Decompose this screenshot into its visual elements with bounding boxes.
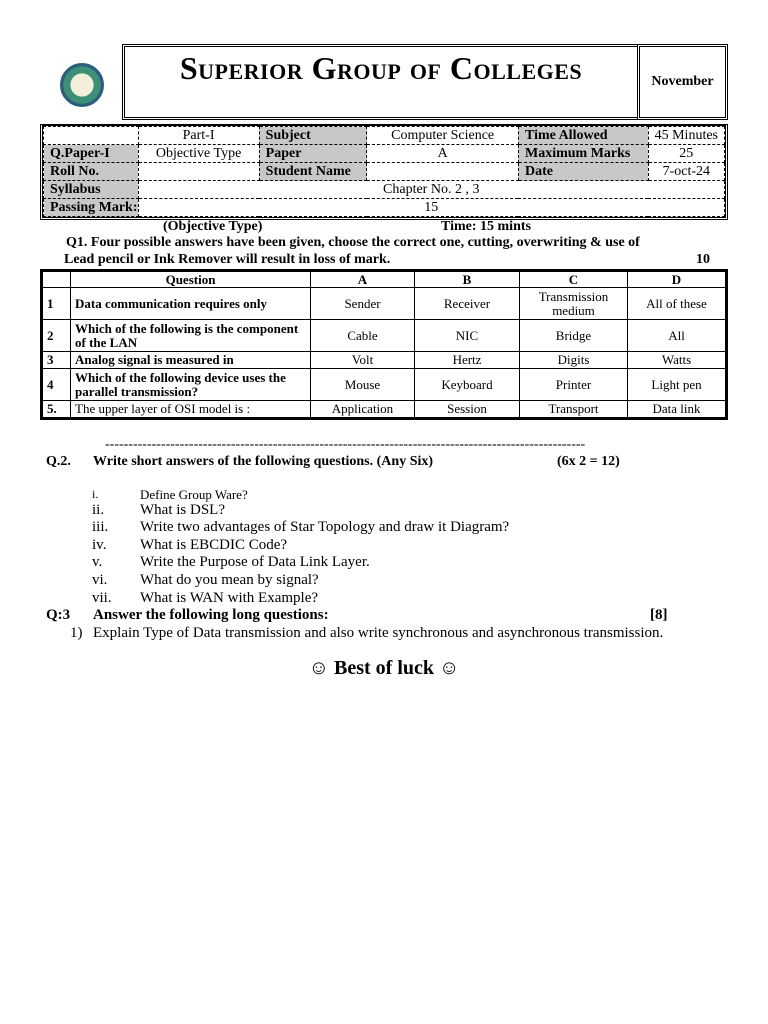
option-d: All of these: [628, 288, 726, 320]
question-text: Data communication requires only: [71, 288, 311, 320]
paper-label: Paper: [259, 145, 367, 163]
mcq-table: [40, 269, 728, 420]
list-item: What is DSL?: [140, 502, 225, 518]
list-item: Write two advantages of Star Topology and draw it Diagram?: [140, 519, 510, 535]
option-b: Hertz: [415, 352, 520, 369]
table-row: [43, 320, 726, 352]
option-d: Watts: [628, 352, 726, 369]
exam-month: November: [637, 44, 728, 120]
syllabus-value: Chapter No. 2 , 3: [138, 181, 725, 199]
date-label: Date: [518, 163, 648, 181]
question-number: 5.: [43, 401, 71, 418]
question-number: 3: [43, 352, 71, 369]
list-item: What is EBCDIC Code?: [140, 537, 288, 553]
header-option-c: C: [520, 272, 628, 288]
student-name-label: Student Name: [259, 163, 367, 181]
objective-type-label: (Objective Type): [163, 219, 263, 234]
list-item-number: iii.: [92, 519, 109, 535]
date-value: 7-oct-24: [648, 163, 724, 181]
list-item-number: v.: [92, 554, 103, 570]
option-b: Session: [415, 401, 520, 418]
question-text: Which of the following is the component of the LAN: [71, 320, 311, 352]
paper-info-grid: [40, 124, 728, 220]
max-marks-label: Maximum Marks: [518, 145, 648, 163]
option-b: NIC: [415, 320, 520, 352]
option-c: Printer: [520, 369, 628, 401]
time-allowed-value: 45 Minutes: [648, 127, 724, 145]
header-option-a: A: [311, 272, 415, 288]
question-number: 1: [43, 288, 71, 320]
table-row: [43, 352, 726, 369]
q3-instruction: Answer the following long questions:: [93, 607, 329, 623]
part-value: Part-I: [138, 127, 259, 145]
option-d: All: [628, 320, 726, 352]
option-b: Keyboard: [415, 369, 520, 401]
option-a: Mouse: [311, 369, 415, 401]
objective-time-label: Time: 15 mints: [441, 219, 531, 234]
option-d: Light pen: [628, 369, 726, 401]
q3-item-text: Explain Type of Data transmission and also write synchronous and asynchronous transmission.: [93, 625, 664, 641]
question-text: Which of the following device uses the parallel transmission?: [71, 369, 311, 401]
list-item-number: vii.: [92, 590, 112, 606]
list-item: Write the Purpose of Data Link Layer.: [140, 554, 370, 570]
option-c: Bridge: [520, 320, 628, 352]
college-title: Superior Group of Colleges: [122, 44, 637, 120]
option-a: Volt: [311, 352, 415, 369]
q1-instruction-line2: Lead pencil or Ink Remover will result in loss of mark.: [64, 252, 391, 267]
roll-no-field[interactable]: [138, 163, 259, 181]
q2-number: Q.2.: [46, 454, 71, 469]
max-marks-value: 25: [648, 145, 724, 163]
list-item: Define Group Ware?: [140, 487, 248, 502]
header-option-b: B: [415, 272, 520, 288]
q3-number: Q:3: [46, 607, 71, 623]
header-question: Question: [71, 272, 311, 288]
question-number: 4: [43, 369, 71, 401]
qpaper-label: Q.Paper-I: [44, 145, 139, 163]
q3-item-number: 1): [70, 625, 83, 641]
college-seal-logo: [60, 63, 104, 107]
table-row: [43, 369, 726, 401]
option-a: Cable: [311, 320, 415, 352]
q2-marks: (6x 2 = 12): [557, 454, 620, 469]
q2-instruction: Write short answers of the following questions. (Any Six): [93, 454, 434, 469]
time-allowed-label: Time Allowed: [518, 127, 648, 145]
header-option-d: D: [628, 272, 726, 288]
section-divider: -------------------------------------------------------------------------------------------------------: [105, 437, 586, 452]
q1-instruction-line1: Q1. Four possible answers have been given, choose the correct one, cutting, overwriting & use of: [66, 235, 640, 250]
list-item: What is WAN with Example?: [140, 590, 319, 606]
subject-label: Subject: [259, 127, 367, 145]
best-of-luck-message: ☺ Best of luck ☺: [308, 657, 460, 679]
option-c: Digits: [520, 352, 628, 369]
question-text: Analog signal is measured in: [71, 352, 311, 369]
q1-marks: 10: [696, 252, 710, 267]
student-name-field[interactable]: [367, 163, 519, 181]
list-item: What do you mean by signal?: [140, 572, 319, 588]
blank-cell: [44, 127, 139, 145]
passing-mark-label: Passing Mark:: [44, 199, 139, 217]
option-b: Receiver: [415, 288, 520, 320]
table-row: [43, 401, 726, 418]
question-number: 2: [43, 320, 71, 352]
list-item-number: ii.: [92, 502, 105, 518]
option-d: Data link: [628, 401, 726, 418]
table-row: [43, 288, 726, 320]
mcq-header-row: [43, 272, 726, 288]
syllabus-label: Syllabus: [44, 181, 139, 199]
passing-mark-value: 15: [138, 199, 725, 217]
list-item-number: iv.: [92, 537, 107, 553]
question-text: The upper layer of OSI model is :: [71, 401, 311, 418]
subject-value: Computer Science: [367, 127, 519, 145]
paper-value: A: [367, 145, 519, 163]
qpaper-value: Objective Type: [138, 145, 259, 163]
header-num-cell: [43, 272, 71, 288]
option-c: Transport: [520, 401, 628, 418]
roll-no-label: Roll No.: [44, 163, 139, 181]
option-a: Sender: [311, 288, 415, 320]
option-a: Application: [311, 401, 415, 418]
q3-marks: [8]: [650, 607, 668, 623]
option-c: Transmission medium: [520, 288, 628, 320]
list-item-number: i.: [92, 487, 99, 501]
list-item-number: vi.: [92, 572, 108, 588]
